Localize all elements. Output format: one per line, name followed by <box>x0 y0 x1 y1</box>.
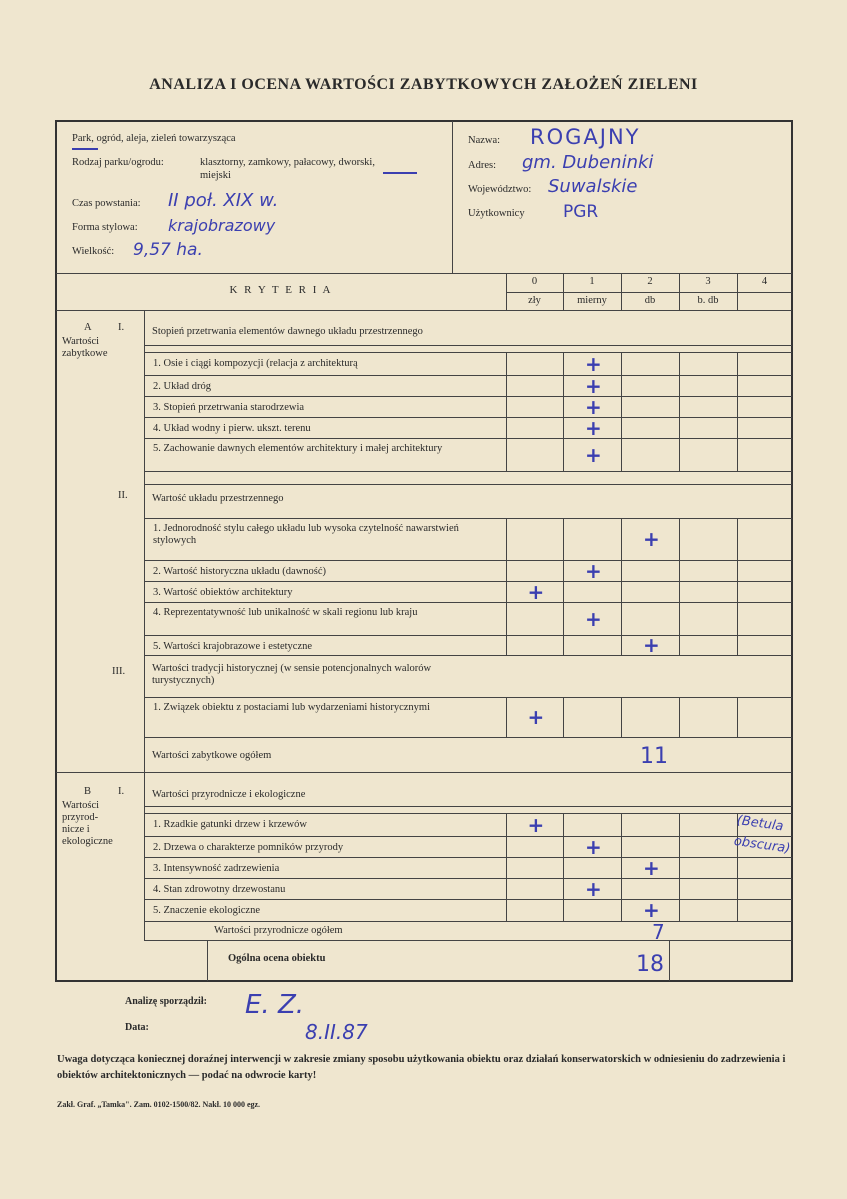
grid-line <box>506 581 507 602</box>
date-label: Data: <box>125 1022 149 1033</box>
b1-row-2-label: 2. Drzewa o charakterze pomników przyrody <box>153 842 344 853</box>
b1-row-4-mark: + <box>585 876 602 901</box>
a2-row-3-mark: + <box>527 579 545 604</box>
a2-row-2-label: 2. Wartość historyczna układu (dawność) <box>153 566 327 577</box>
grid-line <box>563 518 564 560</box>
grid-line <box>737 878 738 899</box>
b1-row-4-label: 4. Stan zdrowotny drzewostanu <box>153 884 286 895</box>
grid-line <box>621 878 622 899</box>
rodzaj-options: klasztorny, zamkowy, pałacowy, dworski, <box>200 157 375 168</box>
grid-line <box>506 899 507 921</box>
czas-value: II poł. XIX w. <box>168 190 279 211</box>
grid-line <box>563 417 564 438</box>
grid-line <box>144 581 792 582</box>
grid-line <box>144 921 792 922</box>
grid-line <box>563 635 564 655</box>
grid-line <box>563 878 564 899</box>
grid-line <box>56 310 792 311</box>
grid-line <box>621 813 622 836</box>
grid-line <box>621 899 622 921</box>
adres-value: gm. Dubeninki <box>522 152 654 173</box>
a2-row-1-mark: + <box>643 527 660 551</box>
ogolna-value: 18 <box>636 952 664 977</box>
section-b-letter: B <box>84 786 92 797</box>
grid-line <box>506 273 507 310</box>
grid-line <box>563 273 564 310</box>
grid-line <box>621 518 622 560</box>
wielkosc-label: Wielkość: <box>72 246 115 257</box>
grid-line <box>621 352 622 375</box>
section-b-name: Wartości przyrod- nicze i ekologiczne <box>62 800 113 848</box>
rodzaj-options-2: miejski <box>200 170 231 181</box>
dworski-underline <box>383 172 417 174</box>
ogolna-label: Ogólna ocena obiektu <box>228 953 326 964</box>
score-col-1-name: mierny <box>577 295 607 306</box>
b-total-label: Wartości przyrodnicze ogółem <box>214 925 343 936</box>
grid-line <box>621 581 622 602</box>
grid-line <box>144 471 792 472</box>
a2-row-5-label: 5. Wartości krajobrazowe i estetyczne <box>153 641 313 652</box>
grid-line <box>737 581 738 602</box>
grid-line <box>144 655 792 656</box>
grid-line <box>737 417 738 438</box>
b-total-value: 7 <box>652 920 665 944</box>
a1-row-4-mark: + <box>585 415 602 440</box>
botanical-note: (Betula obscura) <box>732 813 792 857</box>
grid-line <box>679 697 680 737</box>
grid-line <box>679 857 680 878</box>
grid-line <box>737 396 738 417</box>
b1-row-5-label: 5. Znaczenie ekologiczne <box>153 905 260 916</box>
grid-line <box>207 940 669 941</box>
grid-line <box>144 345 792 346</box>
grid-line <box>679 375 680 396</box>
grid-line <box>737 375 738 396</box>
grid-line <box>563 899 564 921</box>
grid-line <box>737 857 738 878</box>
grid-line <box>144 899 792 900</box>
a1-row-4-label: 4. Układ wodny i pierw. ukszt. terenu <box>153 423 311 434</box>
section-a-roman-1: I. <box>118 322 125 333</box>
a1-row-3-label: 3. Stopień przetrwania starodrzewia <box>153 402 305 413</box>
grid-line <box>144 396 792 397</box>
grid-line <box>679 438 680 471</box>
uzytkownicy-label: Użytkownicy <box>468 208 525 219</box>
grid-line <box>506 602 507 635</box>
grid-line <box>56 273 792 274</box>
grid-line <box>506 396 507 417</box>
header-divider <box>452 121 453 273</box>
grid-line <box>621 417 622 438</box>
b1-row-1-mark: + <box>527 812 545 837</box>
b1-row-3-mark: + <box>643 855 660 880</box>
a2-row-2-mark: + <box>585 558 602 583</box>
a1-row-1-mark: + <box>585 351 602 376</box>
grid-line <box>144 806 792 807</box>
grid-line <box>737 602 738 635</box>
a-total-label: Wartości zabytkowe ogółem <box>152 750 272 761</box>
park-label: Park, ogród, aleja, zieleń towarzysząca <box>72 133 236 144</box>
a3-row-1-label: 1. Związek obiektu z postaciami lub wydarzeniami historycznymi <box>153 702 430 713</box>
section-a-name: Wartości zabytkowe <box>62 336 108 360</box>
grid-line <box>506 417 507 438</box>
printer-imprint: Zakł. Graf. „Tamka". Zam. 0102-1500/82. Nakł. 10 000 egz. <box>57 1100 261 1109</box>
grid-line <box>737 697 738 737</box>
a1-group-title: Stopień przetrwania elementów dawnego układu przestrzennego <box>152 326 423 337</box>
ogolna-right-divider <box>669 940 670 981</box>
grid-line <box>144 836 792 837</box>
rodzaj-label: Rodzaj parku/ogrodu: <box>72 157 164 168</box>
grid-line <box>144 484 792 485</box>
grid-line <box>144 878 792 879</box>
a2-row-1-label: 1. Jednorodność stylu całego układu lub wysoka czytelność nawarstwień stylowych <box>153 523 459 547</box>
grid-line <box>621 635 622 655</box>
wojewodztwo-label: Województwo: <box>468 184 532 195</box>
grid-line <box>679 899 680 921</box>
uzytkownicy-value: PGR <box>563 202 599 222</box>
a-total-value: 11 <box>640 744 668 769</box>
grid-line <box>621 273 622 310</box>
forma-label: Forma stylowa: <box>72 222 138 233</box>
grid-line <box>737 560 738 581</box>
grid-line <box>563 813 564 836</box>
grid-line <box>563 836 564 857</box>
grid-line <box>144 352 792 353</box>
b1-row-5-mark: + <box>643 898 660 922</box>
a2-row-4-label: 4. Reprezentatywność lub unikalność w skali regionu lub kraju <box>153 607 418 618</box>
a1-row-3-mark: + <box>585 394 602 419</box>
ogolna-left-divider <box>207 940 208 981</box>
grid-line <box>563 602 564 635</box>
grid-line <box>679 396 680 417</box>
nazwa-label: Nazwa: <box>468 135 501 146</box>
score-col-2-number: 2 <box>647 276 653 287</box>
score-col-2-name: db <box>644 295 656 306</box>
a1-row-1-label: 1. Osie i ciągi kompozycji (relacja z architekturą <box>153 358 358 369</box>
grid-line <box>621 375 622 396</box>
label-column-divider <box>144 310 145 940</box>
a3-group-title: Wartości tradycji historycznej (w sensie potencjonalnych walorów turystycznych) <box>152 663 432 687</box>
grid-line <box>144 438 792 439</box>
date-value: 8.II.87 <box>305 1020 368 1044</box>
grid-line <box>621 560 622 581</box>
score-col-1-number: 1 <box>589 276 595 287</box>
grid-line <box>679 518 680 560</box>
grid-line <box>506 857 507 878</box>
grid-line <box>563 560 564 581</box>
score-col-0-number: 0 <box>531 276 538 287</box>
grid-line <box>563 352 564 375</box>
kryteria-header: K R Y T E R I A <box>229 284 333 296</box>
grid-line <box>563 438 564 471</box>
grid-line <box>679 602 680 635</box>
grid-line <box>506 560 507 581</box>
signature-value: E. Z. <box>245 990 305 1020</box>
b1-row-2-mark: + <box>585 834 602 859</box>
grid-line <box>506 635 507 655</box>
grid-line <box>679 836 680 857</box>
section-a-letter: A <box>84 322 92 333</box>
grid-line <box>621 836 622 857</box>
score-col-0-name: zły <box>528 295 541 306</box>
grid-line <box>679 417 680 438</box>
grid-line <box>506 375 507 396</box>
b1-row-3-label: 3. Intensywność zadrzewienia <box>153 863 280 874</box>
score-col-4-number: 4 <box>761 276 768 287</box>
park-underline <box>72 148 98 150</box>
grid-line <box>506 518 507 560</box>
grid-line <box>679 273 680 310</box>
grid-line <box>144 375 792 376</box>
nazwa-value: ROGAJNY <box>530 125 641 149</box>
grid-line <box>144 602 792 603</box>
grid-line <box>621 396 622 417</box>
section-a-roman-3: III. <box>112 666 126 677</box>
a2-row-4-mark: + <box>585 606 602 631</box>
grid-line <box>679 878 680 899</box>
a3-row-1-mark: + <box>527 705 545 729</box>
grid-line <box>679 352 680 375</box>
grid-line <box>563 581 564 602</box>
grid-line <box>144 560 792 561</box>
grid-line <box>679 581 680 602</box>
grid-line <box>679 635 680 655</box>
grid-line <box>563 697 564 737</box>
signature-label: Analizę sporządził: <box>125 996 207 1007</box>
grid-line <box>144 813 792 814</box>
adres-label: Adres: <box>468 160 496 171</box>
grid-line <box>506 836 507 857</box>
grid-line <box>621 697 622 737</box>
grid-line <box>563 375 564 396</box>
grid-line <box>563 857 564 878</box>
grid-line <box>144 635 792 636</box>
grid-line <box>563 396 564 417</box>
grid-line <box>506 438 507 471</box>
grid-line <box>737 273 738 310</box>
a1-row-2-mark: + <box>585 373 602 398</box>
a1-row-2-label: 2. Układ dróg <box>153 381 212 392</box>
grid-line <box>737 438 738 471</box>
grid-line <box>144 857 792 858</box>
a2-group-title: Wartość układu przestrzennego <box>152 493 284 504</box>
section-a-roman-2: II. <box>118 490 128 501</box>
a1-row-5-mark: + <box>585 442 602 467</box>
grid-line <box>506 878 507 899</box>
grid-line <box>144 417 792 418</box>
czas-label: Czas powstania: <box>72 198 141 209</box>
a2-row-3-label: 3. Wartość obiektów architektury <box>153 587 293 598</box>
grid-line <box>737 518 738 560</box>
grid-line <box>144 518 792 519</box>
forma-value: krajobrazowy <box>168 216 276 235</box>
grid-line <box>506 813 507 836</box>
b1-group-title: Wartości przyrodnicze i ekologiczne <box>152 789 306 800</box>
grid-line <box>679 560 680 581</box>
a1-row-5-label: 5. Zachowanie dawnych elementów architektury i małej architektury <box>153 443 443 454</box>
score-col-3-number: 3 <box>705 276 711 287</box>
grid-line <box>144 737 792 738</box>
b1-row-1-label: 1. Rzadkie gatunki drzew i krzewów <box>153 819 307 830</box>
grid-line <box>737 899 738 921</box>
grid-line <box>144 697 792 698</box>
section-b-roman-1: I. <box>118 786 125 797</box>
grid-line <box>679 813 680 836</box>
section-separator <box>56 772 792 773</box>
wojewodztwo-value: Suwalskie <box>548 176 638 197</box>
grid-line <box>506 697 507 737</box>
grid-line <box>506 352 507 375</box>
page-title: ANALIZA I OCENA WARTOŚCI ZABYTKOWYCH ZAŁOŻEŃ ZIELENI <box>149 76 698 93</box>
a2-row-5-mark: + <box>643 633 660 657</box>
grid-line <box>737 635 738 655</box>
uwaga-note: Uwaga dotycząca koniecznej doraźnej interwencji w zakresie zmiany sposobu użytkowania obiektu oraz działań konserwatorskich w odniesieniu do zadrzewienia i obiektów architektonicznych — podać na odwrocie karty! <box>57 1054 786 1082</box>
grid-line <box>621 602 622 635</box>
grid-line <box>737 352 738 375</box>
score-col-3-name: b. db <box>697 295 719 306</box>
grid-line <box>621 857 622 878</box>
wielkosc-value: 9,57 ha. <box>133 240 203 260</box>
grid-line <box>506 292 792 293</box>
grid-line <box>621 438 622 471</box>
